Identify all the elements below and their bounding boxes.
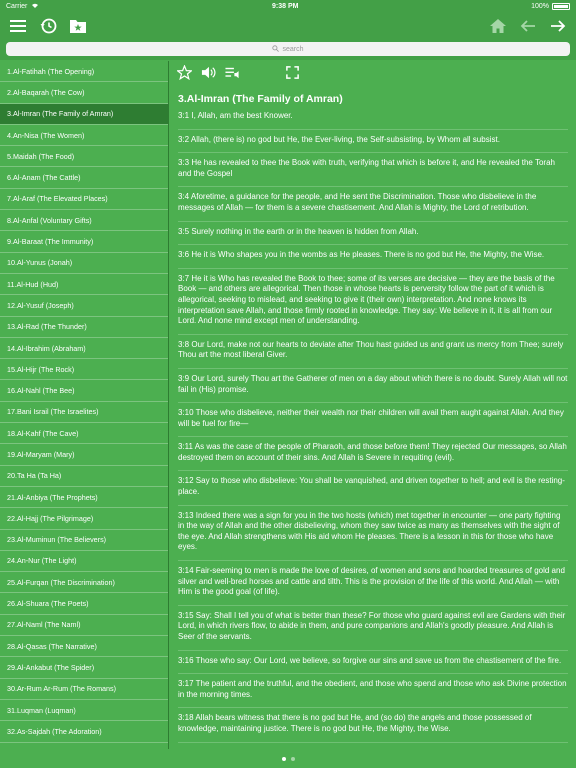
battery-percent: 100% bbox=[531, 2, 549, 10]
star-icon[interactable] bbox=[176, 64, 192, 80]
arrow-left-icon[interactable] bbox=[518, 16, 538, 36]
sidebar-item[interactable]: 27.Al-Naml (The Naml) bbox=[0, 615, 168, 636]
verse[interactable]: 3:5 Surely nothing in the earth or in the heaven is hidden from Allah. bbox=[178, 226, 419, 236]
verse-divider bbox=[178, 244, 568, 245]
sidebar-item[interactable]: 24.An-Nur (The Light) bbox=[0, 551, 168, 572]
sidebar-item[interactable]: 26.Al-Shuara (The Poets) bbox=[0, 593, 168, 614]
verse[interactable]: 3:13 Indeed there was a sign for you in the two hosts (which) met together in encounter — one party fighting in the way of Allah and the other disbelieving, whom they saw twice as many as themselves with the sight of the eye. And Allah strengthens with His aid whom He pleases. There is a lesson in this for those who have eyes. bbox=[178, 510, 561, 552]
sidebar-item[interactable]: 21.Al-Anbiya (The Prophets) bbox=[0, 487, 168, 508]
verse-divider bbox=[178, 560, 568, 561]
sidebar-item[interactable]: 7.Al-Araf (The Elevated Places) bbox=[0, 189, 168, 210]
sidebar-item[interactable]: 2.Al-Baqarah (The Cow) bbox=[0, 82, 168, 103]
verse[interactable]: 3:17 The patient and the truthful, and the obedient, and those who spend and those who ask Divine protection in the morning times. bbox=[178, 679, 567, 699]
sidebar-item[interactable]: 25.Al-Furqan (The Discrimination) bbox=[0, 572, 168, 593]
battery-icon bbox=[552, 3, 570, 10]
carrier-label: Carrier bbox=[6, 2, 28, 10]
verse[interactable]: 3:18 Allah bears witness that there is no god but He, and (so do) the angels and those possessed of knowledge, maintaining justice. There is no god but He, the Mighty, the Wise. bbox=[178, 713, 532, 733]
sidebar-item[interactable]: 19.Al-Maryam (Mary) bbox=[0, 444, 168, 465]
verse[interactable]: 3:4 Aforetime, a guidance for the people, and He sent the Discrimination. Those who disbelieve in the messages of Allah — for them is a severe chastisement. And Allah is Mighty, the Lord of retribution. bbox=[178, 192, 537, 212]
playlist-audio-icon[interactable] bbox=[224, 64, 240, 80]
sidebar-item[interactable]: 9.Al-Baraat (The Immunity) bbox=[0, 231, 168, 252]
sidebar-item[interactable]: 28.Al-Qasas (The Narrative) bbox=[0, 636, 168, 657]
verse-divider bbox=[178, 186, 568, 187]
verse[interactable]: 3:11 As was the case of the people of Pharaoh, and those before them! They rejected Our messages, so Allah destroyed them on account of their sins. And Allah is Severe in requiting (evil). bbox=[178, 442, 567, 462]
sidebar-item[interactable]: 3.Al-Imran (The Family of Amran) bbox=[0, 104, 168, 125]
verse-divider bbox=[178, 707, 568, 708]
sidebar-item[interactable]: 10.Al-Yunus (Jonah) bbox=[0, 253, 168, 274]
sidebar-item[interactable]: 29.Al-Ankabut (The Spider) bbox=[0, 657, 168, 678]
status-bar bbox=[0, 0, 576, 12]
home-icon[interactable] bbox=[488, 16, 508, 36]
sidebar-item[interactable]: 4.An-Nisa (The Women) bbox=[0, 125, 168, 146]
sidebar-item[interactable]: 1.Al-Fatihah (The Opening) bbox=[0, 61, 168, 82]
verse[interactable]: 3:14 Fair-seeming to men is made the love of desires, of women and sons and hoarded treasures of gold and silver and well-bred horses and cattle and tilth. This is the provision of the life of this world. And Allah — with Him is the good goal (of life). bbox=[178, 566, 565, 597]
sidebar-item[interactable]: 11.Al-Hud (Hud) bbox=[0, 274, 168, 295]
verse-divider bbox=[178, 152, 568, 153]
sidebar-item[interactable]: 6.Al-Anam (The Cattle) bbox=[0, 167, 168, 188]
sidebar-item[interactable]: 8.Al-Anfal (Voluntary Gifts) bbox=[0, 210, 168, 231]
page-dot[interactable] bbox=[291, 757, 295, 761]
verse[interactable]: 3:1 I, Allah, am the best Knower. bbox=[178, 111, 293, 120]
search-icon bbox=[272, 45, 279, 54]
verse-divider bbox=[178, 368, 568, 369]
verse[interactable]: 3:16 Those who say: Our Lord, we believe, so forgive our sins and save us from the chastisement of the fire. bbox=[178, 655, 562, 665]
sidebar-item[interactable]: 31.Luqman (Luqman) bbox=[0, 700, 168, 721]
sidebar-item[interactable]: 22.Al-Hajj (The Pilgrimage) bbox=[0, 508, 168, 529]
sidebar-item[interactable]: 14.Al-Ibrahim (Abraham) bbox=[0, 338, 168, 359]
sidebar-item[interactable]: 20.Ta Ha (Ta Ha) bbox=[0, 466, 168, 487]
verse[interactable]: 3:15 Say: Shall I tell you of what is better than these? For those who guard against evil are Gardens with their Lord, in which rivers flow, to abide in them, and pure companions and Allah's goodly pleasure. And Allah is Seer of the servants. bbox=[178, 610, 566, 641]
verse-divider bbox=[178, 742, 568, 743]
sidebar-item[interactable]: 12.Al-Yusuf (Joseph) bbox=[0, 295, 168, 316]
bookmark-folder-icon[interactable] bbox=[68, 16, 88, 36]
verse-divider bbox=[178, 402, 568, 403]
sidebar-item[interactable]: 30.Ar-Rum Ar-Rum (The Romans) bbox=[0, 679, 168, 700]
menu-icon[interactable] bbox=[8, 16, 28, 36]
reader-toolbar bbox=[170, 61, 576, 83]
verse-divider bbox=[178, 221, 568, 222]
verse[interactable]: 3:9 Our Lord, surely Thou art the Gatherer of men on a day about which there is no doubt. Surely Allah will not fail in (His) promise. bbox=[178, 373, 568, 394]
verse-divider bbox=[178, 129, 568, 130]
sidebar-item[interactable]: 16.Al-Nahl (The Bee) bbox=[0, 380, 168, 401]
verse-divider bbox=[178, 605, 568, 606]
sidebar-item[interactable]: 15.Al-Hijr (The Rock) bbox=[0, 359, 168, 380]
fullscreen-icon[interactable] bbox=[284, 64, 300, 80]
sidebar-item[interactable]: 17.Bani Israil (The Israelites) bbox=[0, 402, 168, 423]
verse[interactable]: 3:8 Our Lord, make not our hearts to deviate after Thou hast guided us and grant us mercy from Thee; surely Thou art the most liberal Giver. bbox=[178, 339, 564, 360]
search-input[interactable] bbox=[6, 42, 570, 56]
sidebar-item[interactable]: 18.Al-Kahf (The Cave) bbox=[0, 423, 168, 444]
verse-divider bbox=[178, 650, 568, 651]
sidebar-item[interactable]: 32.As-Sajdah (The Adoration) bbox=[0, 721, 168, 742]
history-icon[interactable] bbox=[38, 16, 58, 36]
verse-divider bbox=[178, 470, 568, 471]
surah-title: 3.Al-Imran (The Family of Amran) bbox=[178, 93, 343, 105]
verse[interactable]: 3:7 He it is Who has revealed the Book to thee; some of its verses are decisive — they are the basis of the Book — and others are allegorical. Then those in whose hearts is perversity follow the part of it which is allegorical, seeking to mislead, and seeking to give it (their own) interpretation. And none knows its interpretation save Allah, and those firmly rooted in knowledge. They say: We believe in it, it is all from our Lord. And none mind except men of understanding. bbox=[178, 273, 555, 326]
sidebar-item[interactable]: 5.Maidah (The Food) bbox=[0, 146, 168, 167]
sidebar-item[interactable]: 13.Al-Rad (The Thunder) bbox=[0, 317, 168, 338]
arrow-right-icon[interactable] bbox=[548, 16, 568, 36]
verse-divider bbox=[178, 334, 568, 335]
verse[interactable]: 3:6 He it is Who shapes you in the wombs as He pleases. There is no god but He, the Mighty, the Wise. bbox=[178, 250, 545, 260]
page-dot[interactable] bbox=[282, 757, 286, 761]
verse-list bbox=[170, 111, 576, 743]
verse-divider bbox=[178, 505, 568, 506]
search-placeholder: search bbox=[282, 45, 304, 53]
surah-list bbox=[0, 61, 169, 749]
speaker-icon[interactable] bbox=[200, 64, 216, 80]
clock: 9:38 PM bbox=[272, 2, 299, 10]
verse[interactable]: 3:10 Those who disbelieve, neither their wealth nor their children will avail them aught against Allah. And they will be fuel for fire— bbox=[178, 408, 564, 428]
nav-bar bbox=[0, 12, 576, 40]
sidebar-item[interactable]: 23.Al-Muminun (The Believers) bbox=[0, 530, 168, 551]
search-bar bbox=[0, 40, 576, 60]
wifi-icon bbox=[31, 2, 39, 10]
verse[interactable]: 3:12 Say to those who disbelieve: You shall be vanquished, and driven together to hell; and evil is the resting-place. bbox=[178, 476, 565, 497]
verse-divider bbox=[178, 268, 568, 269]
verse[interactable]: 3:2 Allah, (there is) no god but He, the Ever-living, the Self-subsisting, by Whom all subsist. bbox=[178, 134, 500, 144]
verse-divider bbox=[178, 673, 568, 674]
reader-pane bbox=[170, 61, 576, 749]
page-indicator bbox=[0, 749, 576, 768]
verse-divider bbox=[178, 436, 568, 437]
verse[interactable]: 3:3 He has revealed to thee the Book with truth, verifying that which is before it, and He revealed the Torah and the Gospel bbox=[178, 158, 555, 178]
